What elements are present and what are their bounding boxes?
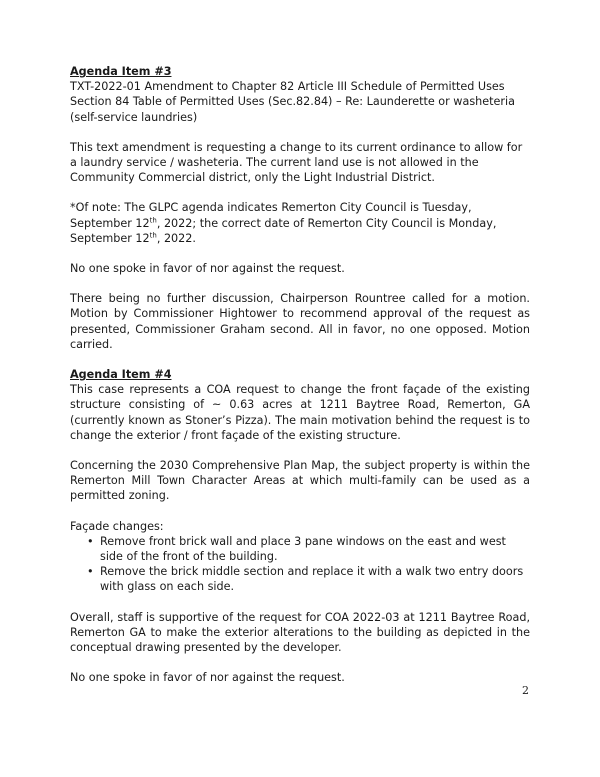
list-item: • Remove front brick wall and place 3 pane windows on the east and west side of the front of the building. [87,534,506,564]
agenda-item-3-motion: There being no further discussion, Chairperson Rountree called for a motion. Motion by Commissioner Hightower to recommend approval of the request as presented, Commissioner Graham second. All in favor, no one opposed. Motion carried. [70,292,530,351]
document-body [70,64,530,686]
agenda-item-3-request: This text amendment is requesting a change to its current ordinance to allow for a laundry service / washeteria. The current land use is not allowed in the Community Commercial district, only the Light Industrial District. [70,140,523,185]
agenda-item-4-description: This case represents a COA request to change the front façade of the existing structure consisting of ~ 0.63 acres at 1211 Baytree Road, Remerton, GA (currently known as Stoner’s Pizza). The main motivation behind the request is to change the exterior / front façade of the existing structure. [70,383,530,442]
agenda-item-3-note: *Of note: The GLPC agenda indicates Remerton City Council is Tuesday, September 12th, 2022; the correct date of Remerton City Council is Monday, September 12th, 2022. [70,201,497,245]
agenda-item-4-heading: Agenda Item #4 [70,368,172,382]
agenda-item-3-heading: Agenda Item #3 [70,65,172,78]
agenda-item-3-public-comment: No one spoke in favor of nor against the request. [70,262,345,276]
facade-changes-label: Façade changes: [70,519,164,533]
agenda-item-4-staff-recommendation: Overall, staff is supportive of the request for COA 2022-03 at 1211 Baytree Road, Remerton GA to make the exterior alterations to the building as depicted in the conceptual drawing presented by the developer. [70,610,530,655]
page-number: 2 [522,684,529,697]
agenda-item-4-plan: Concerning the 2030 Comprehensive Plan Map, the subject property is within the Remerton Mill Town Character Areas at which multi-family can be used as a permitted zoning. [70,459,530,503]
list-item: • Remove the brick middle section and replace it with a walk two entry doors with glass on each side. [87,565,524,594]
facade-changes-list [70,534,530,595]
agenda-item-4-public-comment: No one spoke in favor of nor against the request. [70,671,345,685]
agenda-item-3-title: TXT-2022-01 Amendment to Chapter 82 Article III Schedule of Permitted Uses Section 84 Table of Permitted Uses (Sec.82.84) – Re: Launderette or washeteria (self-service laundries) [70,80,515,124]
